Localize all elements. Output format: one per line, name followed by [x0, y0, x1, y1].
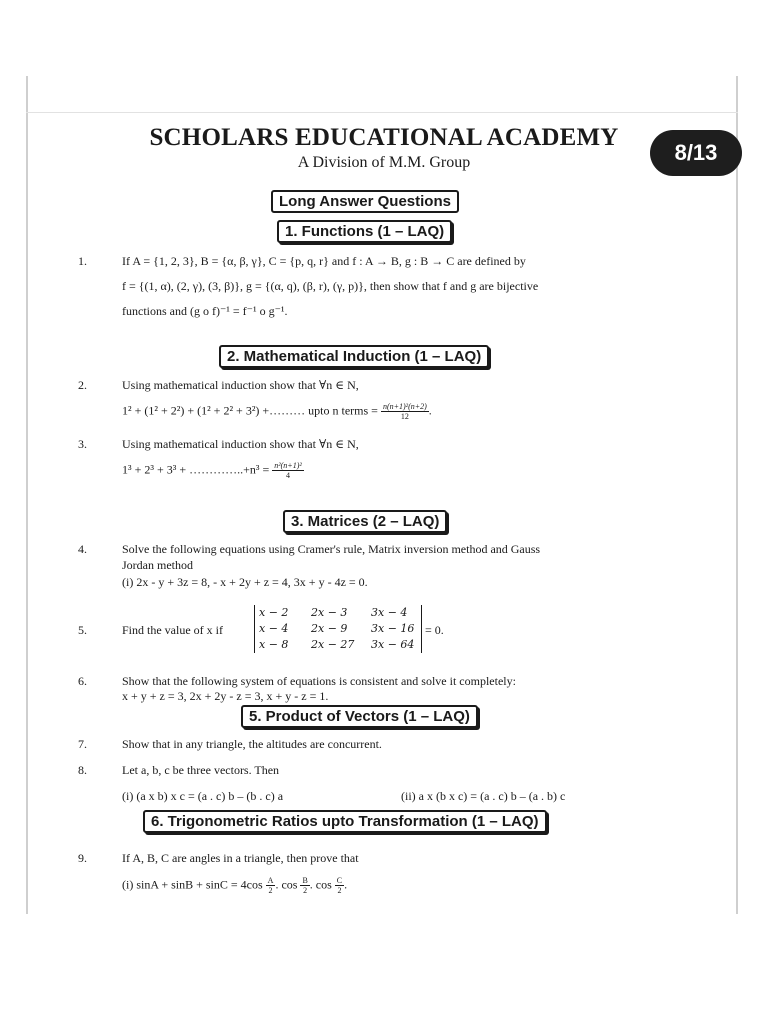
section-title-induction: 2. Mathematical Induction (1 – LAQ) [219, 345, 489, 368]
formula-left: (i) sinA + sinB + sinC = 4cos [122, 877, 263, 892]
formula-end: . [428, 403, 432, 418]
matrix-cell: 2x − 27 [311, 638, 355, 651]
question-text: Show that in any triangle, the altitudes are concurrent. [122, 737, 382, 751]
question-formula [122, 461, 304, 480]
question-text: (i) 2x - y + 3z = 8, - x + 2y + z = 4, 3x + y - 4z = 0. [122, 575, 368, 589]
matrix-cell: 3x − 64 [371, 638, 415, 651]
matrix-row [259, 606, 419, 622]
matrix-cell: x − 8 [259, 638, 289, 651]
fraction-numerator: B [302, 876, 308, 885]
fraction-numerator: C [336, 876, 343, 885]
question-text: = 0. [425, 623, 444, 637]
fraction-denominator: 12 [400, 412, 409, 421]
question-number: 5. [78, 623, 87, 637]
question-text: Show that the following system of equations is consistent and solve it completely: [122, 674, 516, 688]
question-text: f = {(1, α), (2, γ), (3, β)}, g = {(α, q), (β, r), (γ, p)}, then show that f and g are bijective [122, 279, 539, 293]
question-number: 1. [78, 254, 87, 268]
long-answer-heading: Long Answer Questions [271, 190, 459, 213]
matrix-cell: 2x − 9 [311, 622, 348, 635]
question-text: Using mathematical induction show that ∀n ∈ N, [122, 437, 359, 451]
fraction-numerator: n(n+1)²(n+2) [382, 402, 427, 411]
page-border-left [26, 76, 28, 914]
page-border-top [26, 112, 738, 113]
matrix-row [259, 622, 419, 638]
fraction-denominator: 2 [303, 886, 308, 895]
question-formula [122, 402, 432, 421]
fraction-numerator: n²(n+1)² [274, 461, 302, 470]
formula-mid: . cos [309, 877, 332, 892]
question-text: x + y + z = 3, 2x + 2y - z = 3, x + y - z = 1. [122, 689, 329, 703]
fraction-denominator: 2 [268, 886, 273, 895]
fraction-denominator: 2 [337, 886, 342, 895]
question-number: 7. [78, 737, 87, 751]
question-text: Jordan method [122, 558, 193, 572]
formula-left: 1² + (1² + 2²) + (1² + 2² + 3²) +……… upto n terms = [122, 403, 378, 418]
matrix-cell: 3x − 16 [371, 622, 415, 635]
question-text: Find the value of x if [122, 623, 223, 637]
section-title-functions: 1. Functions (1 – LAQ) [277, 220, 452, 243]
fraction-denominator: 4 [286, 471, 290, 480]
determinant-matrix [254, 605, 422, 653]
question-number: 4. [78, 542, 87, 556]
fraction [381, 402, 429, 421]
section-title-matrices: 3. Matrices (2 – LAQ) [283, 510, 447, 533]
matrix-cell: 3x − 4 [371, 606, 408, 619]
fraction [272, 461, 304, 480]
question-text: (ii) a x (b x c) = (a . c) b – (a . b) c [401, 789, 566, 803]
question-number: 8. [78, 763, 87, 777]
question-text: If A = {1, 2, 3}, B = {α, β, γ}, C = {p, q, r} and f : A → B, g : B → C are defined by [122, 254, 526, 268]
academy-name: SCHOLARS EDUCATIONAL ACADEMY [149, 124, 619, 151]
formula-mid: . cos [275, 877, 298, 892]
page-indicator-badge: 8/13 [650, 130, 742, 176]
question-number: 9. [78, 851, 87, 865]
fraction [266, 876, 276, 895]
question-text: (i) (a x b) x c = (a . c) b – (b . c) a [122, 789, 284, 803]
matrix-cell: x − 2 [259, 606, 289, 619]
question-text: Let a, b, c be three vectors. Then [122, 763, 280, 777]
question-number: 2. [78, 378, 87, 392]
matrix-cell: x − 4 [259, 622, 289, 635]
formula-end: . [344, 877, 348, 892]
question-text: Using mathematical induction show that ∀n ∈ N, [122, 378, 359, 392]
section-title-trigonometry: 6. Trigonometric Ratios upto Transformation (1 – LAQ) [143, 810, 547, 833]
question-text: functions and (g o f)⁻¹ = f⁻¹ o g⁻¹. [122, 304, 288, 318]
question-formula [122, 876, 347, 895]
fraction [335, 876, 344, 895]
fraction [300, 876, 309, 895]
formula-left: 1³ + 2³ + 3³ + …………..+n³ = [122, 462, 270, 477]
matrix-row [259, 638, 419, 654]
question-text: If A, B, C are angles in a triangle, then prove that [122, 851, 359, 865]
section-title-vectors: 5. Product of Vectors (1 – LAQ) [241, 705, 478, 728]
question-number: 3. [78, 437, 87, 451]
page-border-right [736, 76, 738, 914]
matrix-cell: 2x − 3 [311, 606, 348, 619]
division-subtitle: A Division of M.M. Group [297, 154, 471, 171]
question-text: Solve the following equations using Cramer's rule, Matrix inversion method and Gauss [122, 542, 541, 556]
question-number: 6. [78, 674, 87, 688]
fraction-numerator: A [267, 876, 274, 885]
